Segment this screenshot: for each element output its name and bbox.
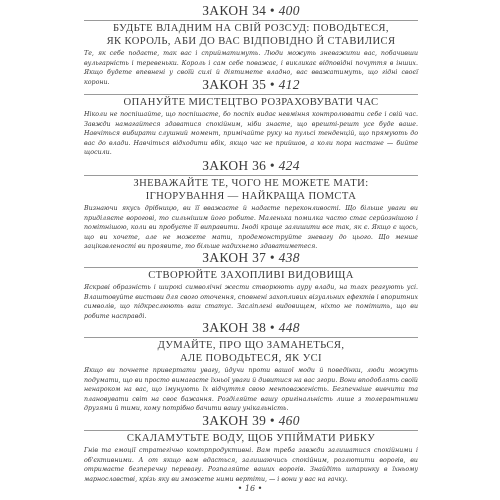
heading-line: ОПАНУЙТЕ МИСТЕЦТВО РОЗРАХОВУВАТИ ЧАС bbox=[123, 97, 379, 108]
law-body: Яскраві образність і широкі символічні жести створюють ауру влади, на тлах реагують усі. Влаштовуйте вистави для свого оточення, сповнені захопливих візуальних ефектів і впоритних символів, що підкреслюють ваш статус. Засліплені видовищем, ніхто не помітить, що ви робите насправді. bbox=[84, 284, 418, 320]
law-35 bbox=[84, 77, 418, 158]
law-page: 460 bbox=[278, 413, 300, 428]
law-heading bbox=[84, 432, 418, 445]
divider bbox=[84, 267, 418, 268]
law-34 bbox=[84, 3, 418, 87]
separator: • bbox=[269, 320, 275, 335]
law-heading bbox=[84, 177, 418, 203]
heading-line: СКАЛАМУТЬТЕ ВОДУ, ЩОБ УПІЙМАТИ РИБКУ bbox=[126, 433, 376, 444]
law-heading bbox=[84, 22, 418, 48]
law-title bbox=[84, 3, 418, 18]
divider bbox=[84, 20, 418, 21]
law-title bbox=[84, 158, 418, 173]
divider bbox=[84, 94, 418, 95]
separator: • bbox=[269, 77, 275, 92]
law-title bbox=[84, 320, 418, 335]
law-page: 424 bbox=[278, 158, 300, 173]
law-heading bbox=[84, 96, 418, 109]
law-body: Гнів та емоції стратегічно контрпродуктивні. Вам треба завжди залишатися спокійними і об'єктивними. А от якщо вам вдасться, залишаючись спокійним, розлютити ворогів, ви отримаєте безперечну перевагу. Розпаляйте ваших ворогів. Знайдіть шпаринку в їхньому марнославстві, крізь яку ви зможете ними вертіти, — і вони у вас на гачку. bbox=[84, 447, 418, 483]
law-36 bbox=[84, 158, 418, 252]
divider bbox=[84, 175, 418, 176]
heading-line: ІГНОРУВАННЯ — НАЙКРАЩА ПОМСТА bbox=[145, 191, 357, 202]
law-body: Визнаючи якусь дрібницю, ви її вважаєте й надаєте переконливості. Що більше уваги ви приділяєте ворогові, то сильнішим його робите. Маленька помилка часто стає серйознішою і помітнішою, коли ви пробуєте її виправити. Іноді краще залишити все так, як є. Якщо є щось, що ви хочете, але не можете мати, продемонструйте зневагу до цього. Що менше зацікавленості ви проявите, то більше надихнемо здаватиметеся. bbox=[84, 205, 418, 251]
law-page: 448 bbox=[278, 320, 300, 335]
law-heading bbox=[84, 269, 418, 282]
heading-line: ДУМАЙТЕ, ПРО ЩО ЗАМАНЕТЬСЯ, bbox=[157, 340, 345, 351]
separator: • bbox=[269, 413, 275, 428]
separator: • bbox=[269, 250, 275, 265]
heading-line: ЗНЕВАЖАЙТЕ ТЕ, ЧОГО НЕ МОЖЕТЕ МАТИ: bbox=[133, 178, 369, 189]
divider bbox=[84, 430, 418, 431]
law-37 bbox=[84, 250, 418, 321]
separator: • bbox=[269, 158, 275, 173]
law-heading bbox=[84, 339, 418, 365]
law-number: ЗАКОН 38 bbox=[202, 320, 267, 335]
law-39 bbox=[84, 413, 418, 484]
heading-line: АЛЕ ПОВОДЬТЕСЯ, ЯК УСІ bbox=[179, 353, 322, 364]
law-title bbox=[84, 413, 418, 428]
heading-line: БУДЬТЕ ВЛАДНИМ НА СВІЙ РОЗСУД: ПОВОДЬТЕСЯ, bbox=[113, 23, 389, 34]
law-body: Ніколи не поспішайте, що поспішаєте, бо поспіх видає невміння контролювати себе і свій час. Завжди намагайтеся здаватися спокійним, ніби знаєте, що врешті-решт усе буде ваше. Навчіться вибирати слушний момент, примічайте руку на пульсі тенденцій, що прямують до вас до влади. Навчіться відходити вбік, якщо час не прийшов, а коли пора настане — бийте щосили. bbox=[84, 111, 418, 157]
law-number: ЗАКОН 34 bbox=[202, 3, 267, 18]
law-page: 412 bbox=[278, 77, 300, 92]
law-page: 400 bbox=[278, 3, 300, 18]
law-body: Якщо ви почнете привертати увагу, йдучи проти вашої моди й поведінки, люди можуть подумати, що ви просто вимагаєте їхньої уваги й дивитися на вас згори. Вони вподоблять своїй ненароком на вас, що імунують їх відчуття свою менповаженість. Безпечніше вивчити та плановувати світ на своє бажання. Розділяйте вашу оригінальність лише з толерантними друзями й тими, кому потрібно бачити вашу унікальність. bbox=[84, 367, 418, 413]
page-number: • 16 • bbox=[237, 484, 263, 493]
law-number: ЗАКОН 36 bbox=[202, 158, 267, 173]
law-number: ЗАКОН 39 bbox=[202, 413, 267, 428]
separator: • bbox=[269, 3, 275, 18]
divider bbox=[84, 337, 418, 338]
law-title bbox=[84, 77, 418, 92]
law-page: 438 bbox=[278, 250, 300, 265]
law-title bbox=[84, 250, 418, 265]
law-number: ЗАКОН 35 bbox=[202, 77, 267, 92]
heading-line: ЯК КОРОЛЬ, АБИ ДО ВАС ВІДПОВІДНО Й СТАВИЛИСЯ bbox=[106, 36, 396, 47]
law-number: ЗАКОН 37 bbox=[202, 250, 267, 265]
law-body: Те, як себе подаєте, так вас і сприйматимуть. Люди можуть зневажити вас, побачивши вульгарність і теревеньки. Король і сам себе поважає, і викликає відповідні почуття в інших. Якщо будете впевнені у своїй силі й діятимете владно, вас вважатимуть, що гідні своєї корони. bbox=[84, 50, 418, 86]
heading-line: СТВОРЮЙТЕ ЗАХОПЛИВІ ВИДОВИЩА bbox=[148, 270, 354, 281]
law-38 bbox=[84, 320, 418, 414]
